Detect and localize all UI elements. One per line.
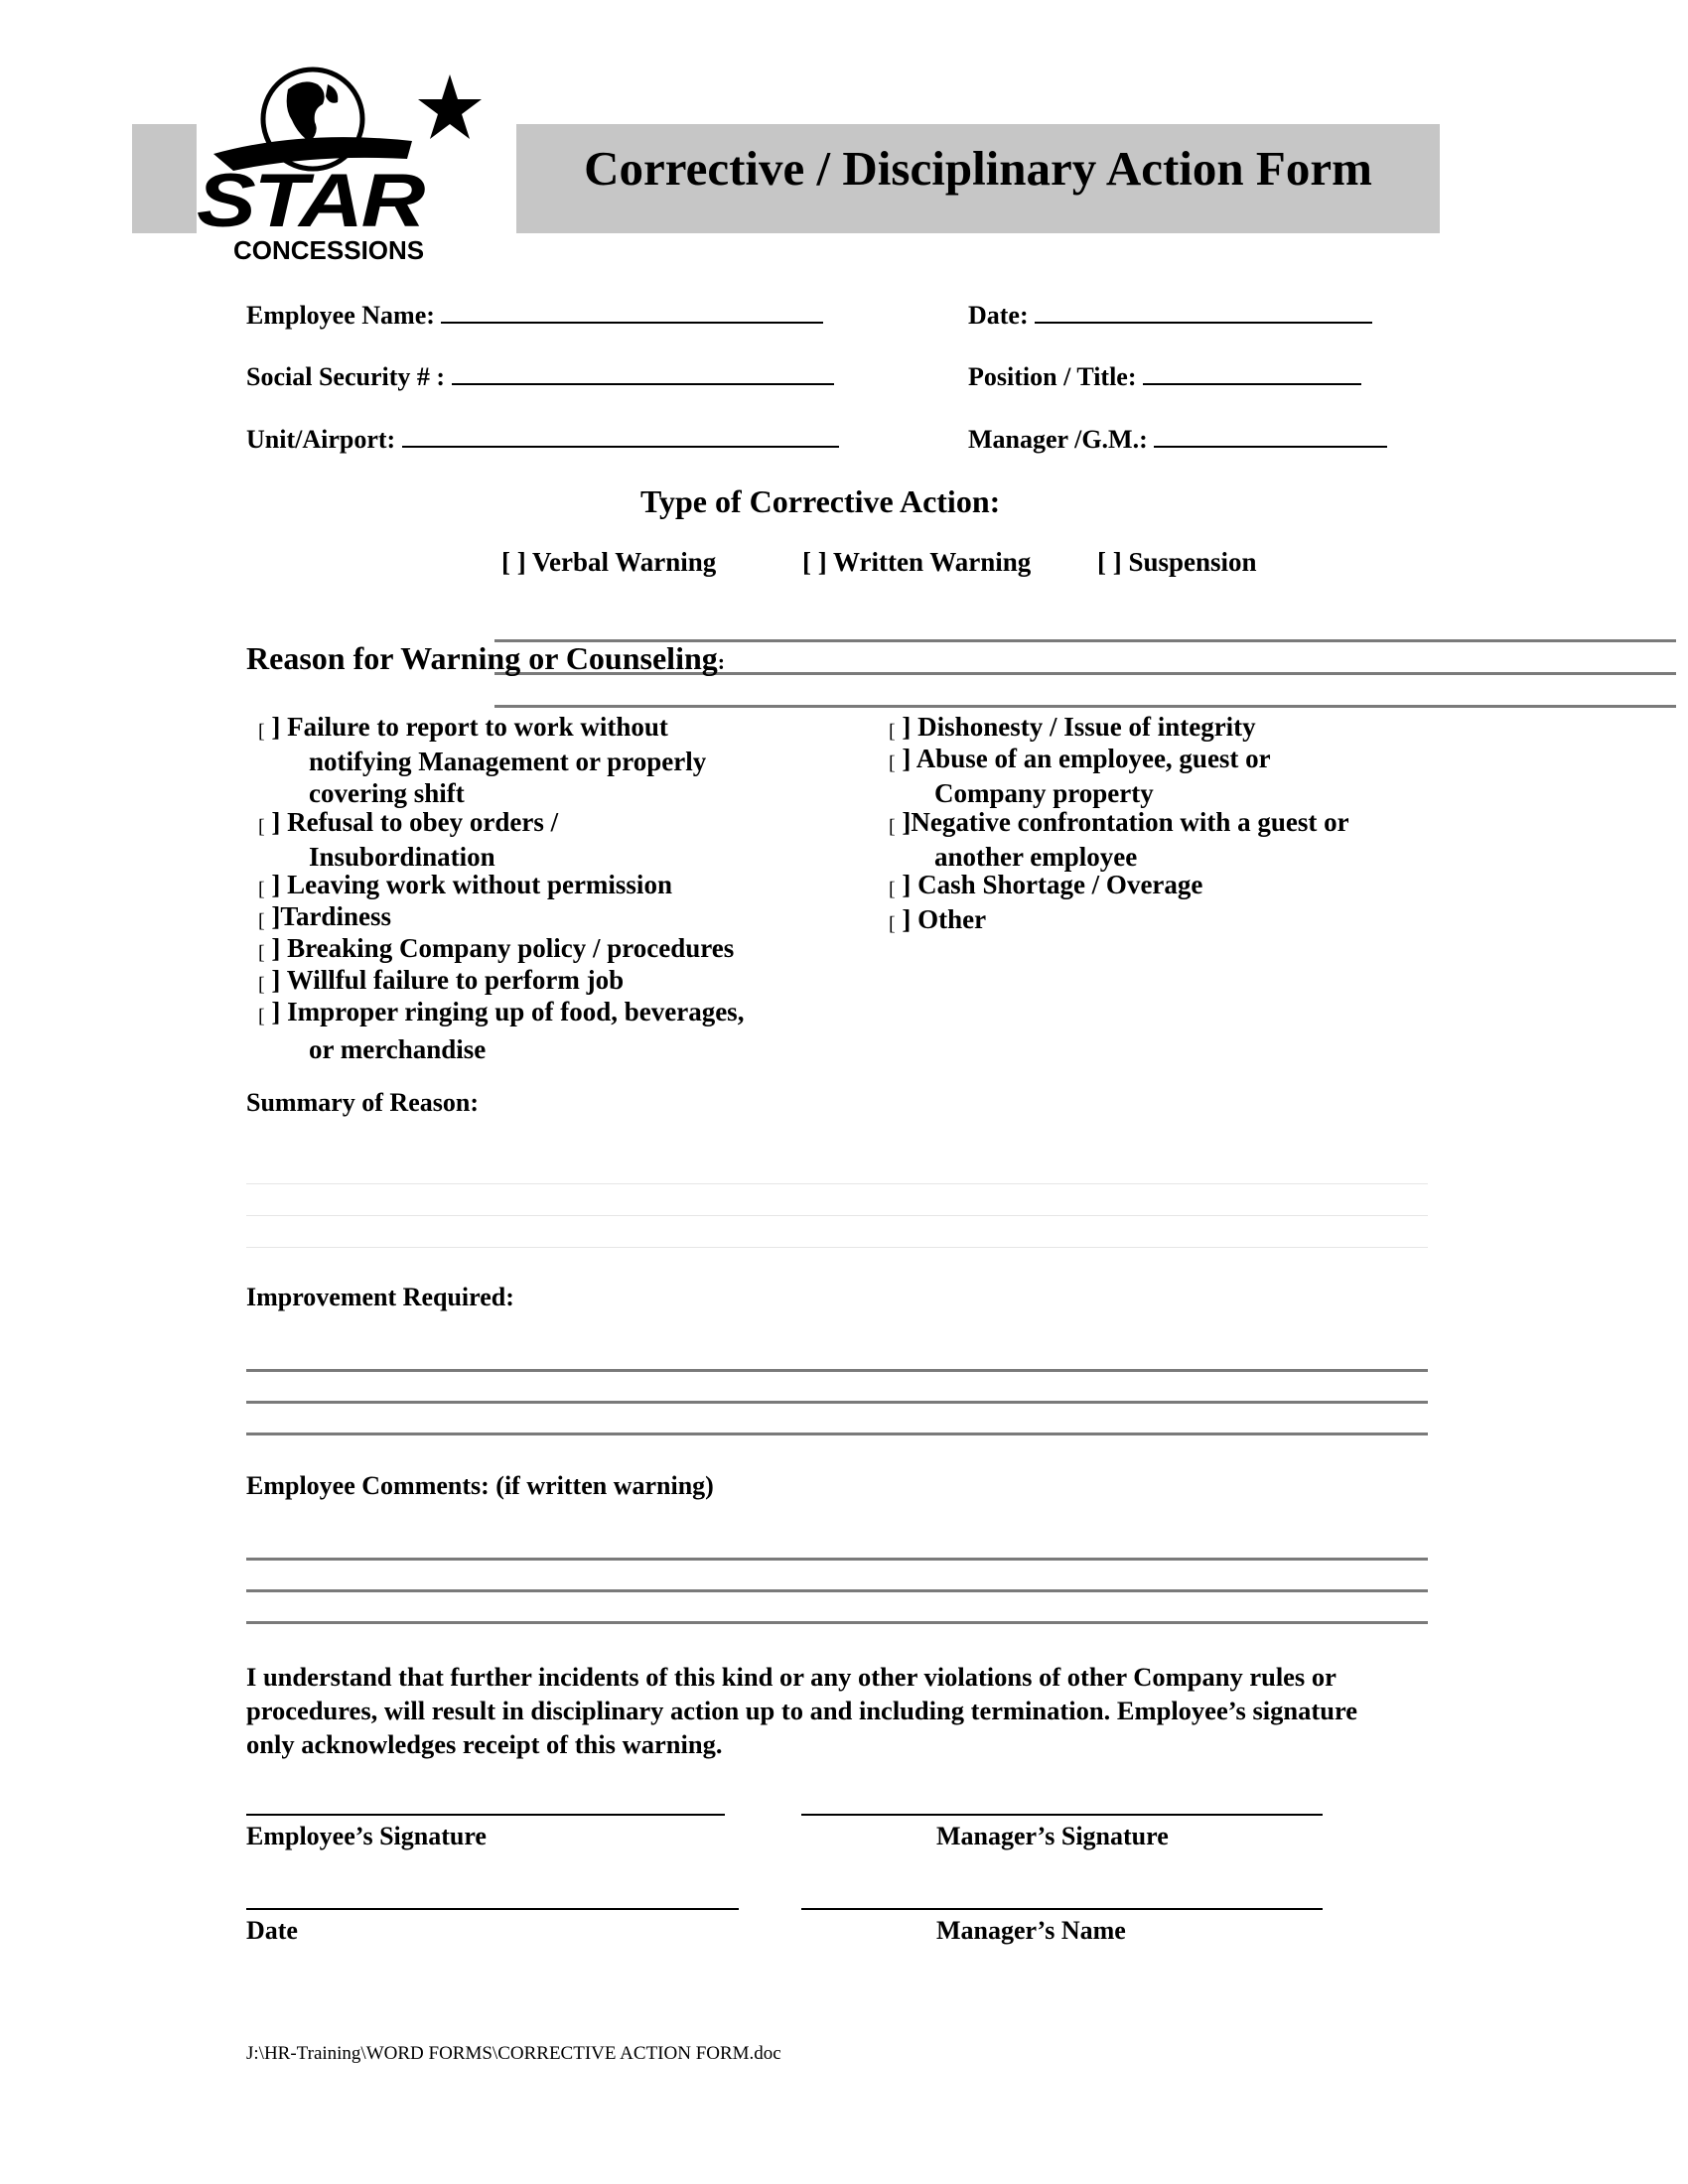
date-label: Date:	[968, 301, 1029, 330]
summary-line-3[interactable]	[246, 1247, 1428, 1248]
reason-left-6[interactable]: [ ] Willful failure to perform job	[258, 965, 625, 996]
ssn-field[interactable]	[246, 361, 834, 392]
employee-signature-label: Employee’s Signature	[246, 1822, 487, 1850]
reason-right-2[interactable]: [ ] Abuse of an employee, guest or Company property	[889, 744, 1271, 808]
footer-file-path: J:\HR-Training\WORD FORMS\CORRECTIVE ACTION FORM.doc	[246, 2043, 781, 2064]
summary-label: Summary of Reason:	[246, 1088, 479, 1117]
header-left-bar	[132, 124, 197, 233]
position-label: Position / Title:	[968, 362, 1137, 391]
improvement-line-3[interactable]	[246, 1433, 1428, 1435]
reason-left-5[interactable]: [ ] Breaking Company policy / procedures	[258, 933, 735, 964]
title-banner	[516, 124, 1440, 233]
date-line[interactable]	[1035, 300, 1372, 324]
position-field[interactable]	[968, 361, 1361, 392]
ack-line-2: procedures, will result in disciplinary action up to and including termination. Employee’s signature	[246, 1696, 1358, 1725]
ack-line-3: only acknowledges receipt of this warning.	[246, 1729, 723, 1759]
ssn-line[interactable]	[452, 361, 834, 385]
reason-left-2[interactable]: [ ] Refusal to obey orders / Insubordination	[258, 807, 559, 872]
logo-subtitle: CONCESSIONS	[233, 235, 425, 265]
date-field[interactable]	[968, 300, 1372, 331]
ssn-label: Social Security # :	[246, 362, 446, 391]
summary-line-1[interactable]	[246, 1183, 1428, 1184]
reason-left-3[interactable]: [ ] Leaving work without permission	[258, 870, 672, 900]
improvement-line-1[interactable]	[246, 1369, 1428, 1372]
reason-right-3[interactable]: [ ]Negative confrontation with a guest or another employee	[889, 807, 1349, 872]
manager-field[interactable]	[968, 424, 1387, 455]
date-signature-line[interactable]	[246, 1908, 739, 1910]
improvement-line-2[interactable]	[246, 1401, 1428, 1404]
logo-word: STAR	[197, 159, 424, 243]
manager-line[interactable]	[1154, 424, 1387, 448]
reason-heading: Reason for Warning or Counseling:	[246, 640, 726, 676]
reason-right-1[interactable]: [ ] Dishonesty / Issue of integrity	[889, 712, 1256, 743]
action-option-suspension[interactable]: [ ] Suspension	[1097, 547, 1257, 577]
employee-name-label: Employee Name:	[246, 301, 435, 330]
manager-name-line[interactable]	[801, 1908, 1323, 1910]
action-option-verbal[interactable]: [ ] Verbal Warning	[501, 547, 717, 577]
comments-line-3[interactable]	[246, 1621, 1428, 1624]
employee-name-line[interactable]	[441, 300, 823, 324]
manager-signature-line[interactable]	[801, 1814, 1323, 1816]
comments-line-2[interactable]	[246, 1589, 1428, 1592]
reason-right-4[interactable]: [ ] Cash Shortage / Overage	[889, 870, 1203, 900]
employee-name-field[interactable]	[246, 300, 823, 331]
date-signature-label: Date	[246, 1916, 298, 1945]
manager-signature-label: Manager’s Signature	[936, 1822, 1169, 1850]
position-line[interactable]	[1143, 361, 1361, 385]
improvement-label: Improvement Required:	[246, 1283, 514, 1311]
reason-left-7[interactable]: [ ] Improper ringing up of food, beverages, or merchandise	[258, 997, 745, 1064]
action-heading: Type of Corrective Action:	[640, 483, 1001, 519]
reason-rule-3	[494, 705, 1676, 708]
reason-left-1[interactable]: [ ] Failure to report to work without notifying Management or properly covering shift	[258, 712, 707, 808]
unit-label: Unit/Airport:	[246, 425, 396, 454]
page-title: Corrective / Disciplinary Action Form	[584, 141, 1372, 196]
comments-line-1[interactable]	[246, 1558, 1428, 1561]
summary-line-2[interactable]	[246, 1215, 1428, 1216]
reason-left-4[interactable]: [ ]Tardiness	[258, 901, 391, 932]
reason-right-5[interactable]: [ ] Other	[889, 904, 987, 935]
manager-name-label: Manager’s Name	[936, 1916, 1126, 1945]
employee-signature-line[interactable]	[246, 1814, 725, 1816]
company-logo	[194, 60, 482, 268]
acknowledgement-text	[246, 1660, 1357, 1761]
action-option-written[interactable]: [ ] Written Warning	[802, 547, 1032, 577]
ack-line-1: I understand that further incidents of this kind or any other violations of other Company rules or	[246, 1662, 1336, 1692]
unit-line[interactable]	[402, 424, 839, 448]
unit-field[interactable]	[246, 424, 839, 455]
manager-label: Manager /G.M.:	[968, 425, 1148, 454]
comments-label: Employee Comments: (if written warning)	[246, 1471, 714, 1500]
